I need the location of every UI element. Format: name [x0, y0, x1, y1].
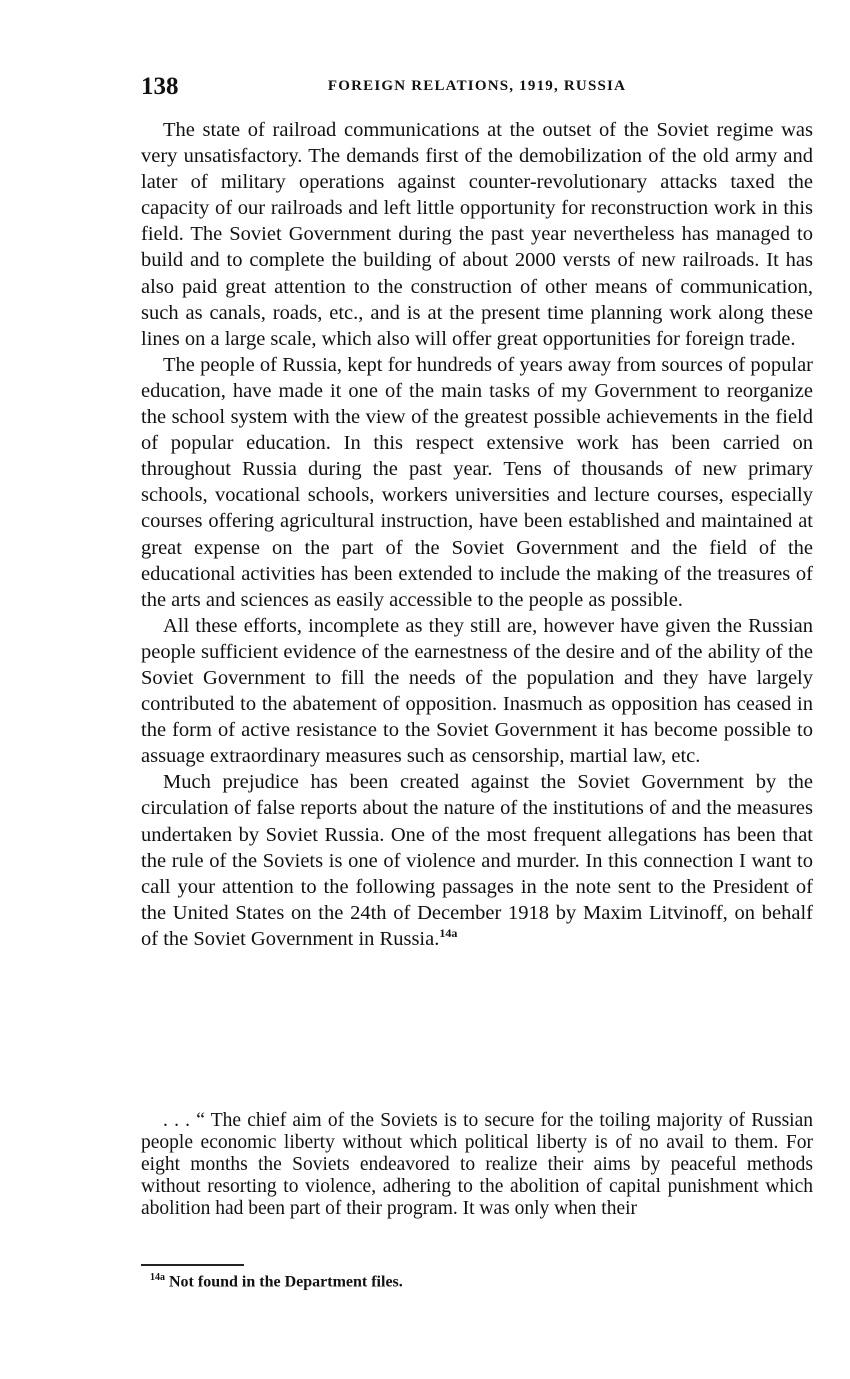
running-head: FOREIGN RELATIONS, 1919, RUSSIA [327, 78, 627, 94]
paragraph-efforts: All these efforts, incomplete as they still are, however have given the Russian people sufficient evidence of the earnestness of the desire and of the ability of the Soviet Government to fill the needs of the population and they have largely contributed to the abatement of opposition. Inasmuch as opposition has ceased in the form of active resistance to the Soviet Government it has become possible to assuage extraordinary measures such as censorship, martial law, etc. [141, 614, 813, 768]
page-number: 138 [141, 73, 179, 100]
footnote [150, 1272, 403, 1291]
quoted-note [141, 1110, 813, 1220]
footnote-divider [141, 1264, 244, 1266]
page-header [141, 73, 813, 103]
footnote-marker: 14a [150, 1272, 165, 1283]
paragraph-prejudice-text: Much prejudice has been created against the Soviet Government by the circulation of false reports about the nature of the institutions of and the measures undertaken by Soviet Russia. One of the most frequent allegations has been that the rule of the Soviets is one of violence and murder. In this connection I want to call your attention to the following passages in the note sent to the President of the United States on the 24th of December 1918 by Maxim Litvinoff, on behalf of the Soviet Government in Russia. [141, 771, 813, 950]
paragraph-prejudice [141, 769, 813, 952]
body-text [141, 117, 813, 952]
footnote-text: Not found in the Department files. [169, 1273, 403, 1291]
paragraph-education: The people of Russia, kept for hundreds of years away from sources of popular education, have made it one of the main tasks of my Government to reorganize the school system with the view of the greatest possible achievements in the field of popular education. In this respect extensive work has been carried on throughout Russia during the past year. Tens of thousands of new primary schools, vocational schools, workers universities and lecture courses, especially courses offering agricultural instruction, have been established and maintained at great expense on the part of the Soviet Government and the field of the educational activities has been extended to include the making of the treasures of the arts and sciences as easily accessible to the people as possible. [141, 353, 813, 611]
quote-text: . . . “ The chief aim of the Soviets is to secure for the toiling majority of Russian people economic liberty without which political liberty is of no avail to them. For eight months the Soviets endeavored to realize their aims by peaceful methods without resorting to violence, adhering to the abolition of capital punishment which abolition had been part of their program. It was only when their [141, 1110, 813, 1219]
footnote-reference: 14a [439, 926, 458, 941]
paragraph-railroads: The state of railroad communications at the outset of the Soviet regime was very unsatisfactory. The demands first of the demobilization of the old army and later of military operations against counter-revolutionary attacks taxed the capacity of our railroads and left little opportunity for reconstruction work in this field. The Soviet Government during the past year nevertheless has managed to build and to complete the building of about 2000 versts of new railroads. It has also paid great attention to the construction of other means of communication, such as canals, roads, etc., and is at the present time planning work along these lines on a large scale, which also will offer great opportunities for foreign trade. [141, 119, 813, 350]
